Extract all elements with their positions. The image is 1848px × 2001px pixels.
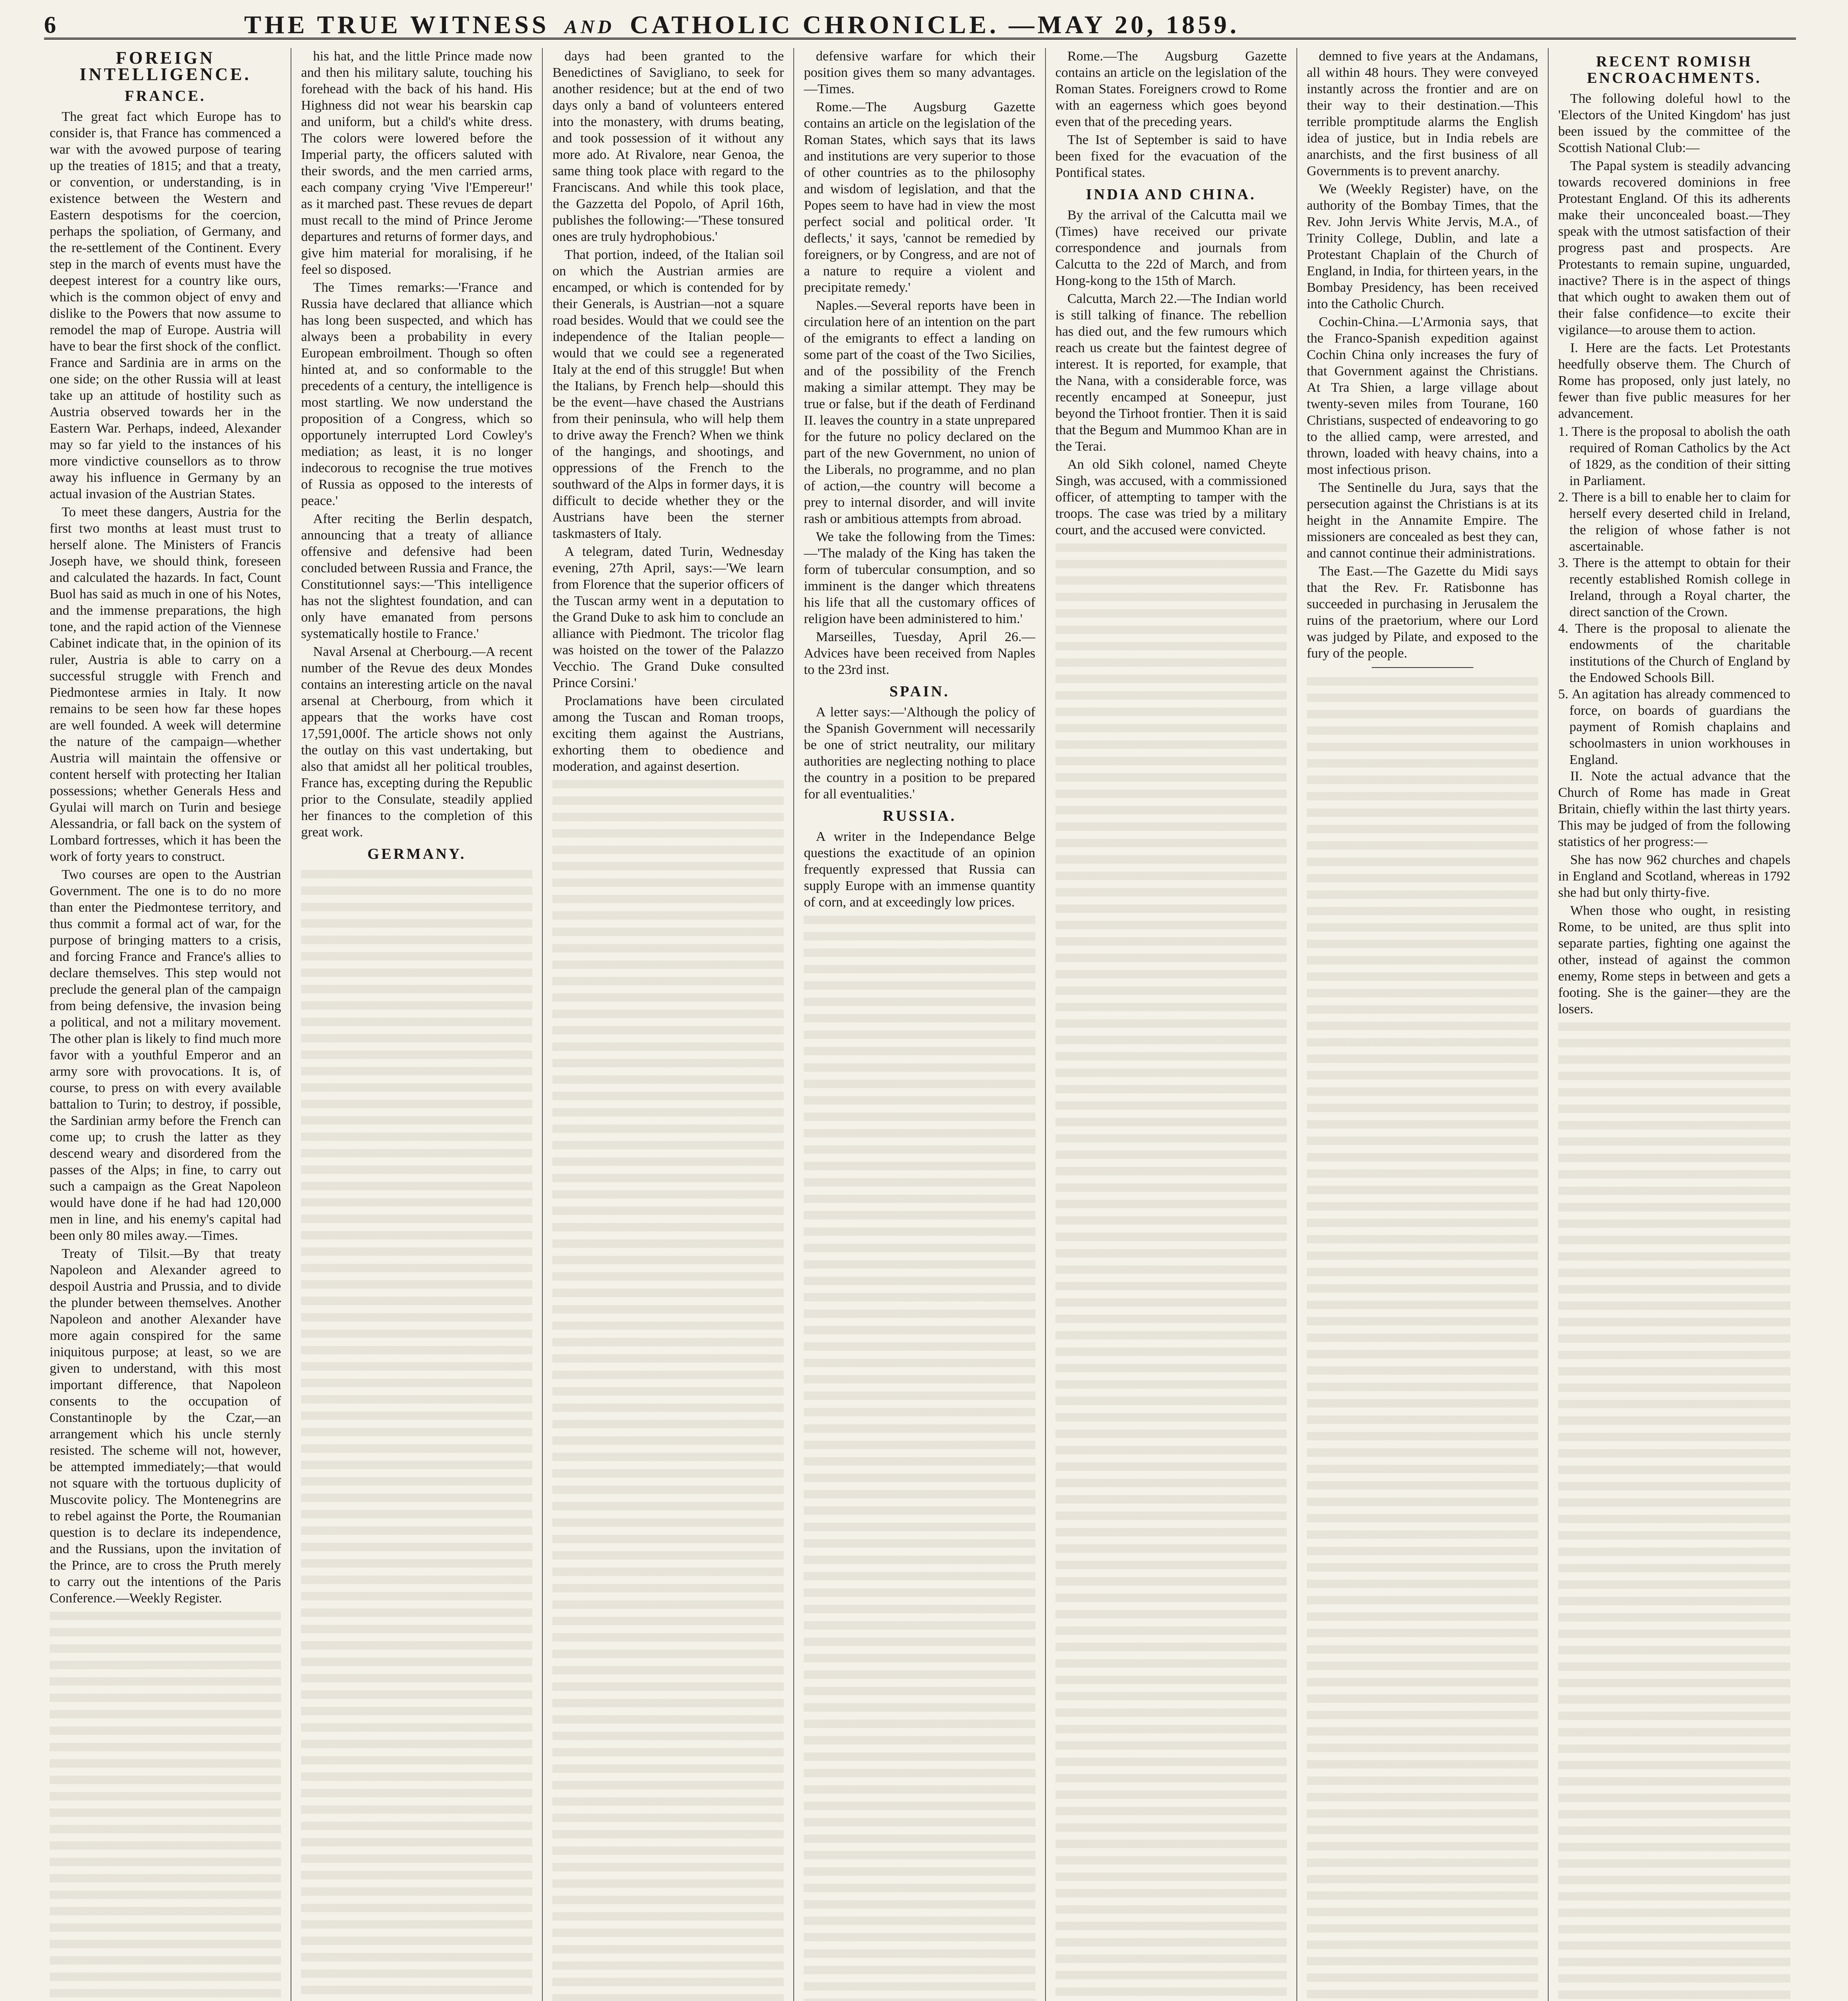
article-paragraph: The following doleful howl to the 'Electors of the United Kingdom' has just been issued by the committee of the Scottish National Club:— xyxy=(1558,91,1790,155)
text-continuation xyxy=(552,776,784,2001)
column-7 xyxy=(1549,48,1800,2001)
issue-date: —MAY 20, 1859. xyxy=(1009,10,1240,39)
text-continuation xyxy=(1558,1019,1790,2001)
divider xyxy=(1372,667,1473,668)
column-3 xyxy=(543,48,794,2001)
section-title-india-china: INDIA AND CHINA. xyxy=(1086,186,1256,203)
article-paragraph: A telegram, dated Turin, Wednesday evening, 27th April, says:—'We learn from Florence that the superior officers of the Tuscan army went in a deputation to the Grand Duke to ask him to conclude an alliance with Piedmont. The tricolor flag was hoisted on the tower of the Palazzo Vecchio. The Grand Duke consulted Prince Corsini.' xyxy=(552,544,784,690)
measures-list xyxy=(1558,423,1790,768)
article-paragraph: The Ist of September is said to have been fixed for the evacuation of the Pontifical states. xyxy=(1055,132,1287,180)
text-continuation xyxy=(50,1608,281,2001)
article-paragraph: Naval Arsenal at Cherbourg.—A recent number of the Revue des deux Mondes contains an interesting article on the naval arsenal at Cherbourg, from which it appears that the works have cost 17,591,000f. The article shows not only the outlay on this vast undertaking, but also that amidst all her political troubles, France has, excepting during the Republic prior to the Consulate, steadily applied her finances to the completion of this great work. xyxy=(301,644,533,840)
title-right: CATHOLIC CHRONICLE. xyxy=(630,10,999,39)
article-paragraph: The Papal system is steadily advancing towards recovered dominions in free Protestant England. Of this its adherents make their unconcealed boast.—They speak with the utmost satisfaction of their progress past and prospects. Are Protestants to remain supine, unguarded, inactive? There is in the aspect of things that which ought to awaken them out of their false confidence—to excite their vigilance—to arouse them to action. xyxy=(1558,158,1790,337)
article-paragraph: We (Weekly Register) have, on the authority of the Bombay Times, that the Rev. John Jervis White Jervis, M.A., of Trinity College, Dublin, and late a Protestant Chaplain of the Church of England, in India, for thirteen years, in the Bombay Presidency, has been received into the Catholic Church. xyxy=(1306,182,1538,311)
article-paragraph: A letter says:—'Although the policy of the Spanish Government will necessarily be one of strict neutrality, our military authorities are neglecting nothing to place the country in a position to be prepared for all eventualities.' xyxy=(804,705,1035,802)
article-paragraph: II. Note the actual advance that the Church of Rome has made in Great Britain, chiefly within the last thirty years. This may be judged of from the following statistics of her progress:— xyxy=(1558,769,1790,849)
running-head xyxy=(244,10,1240,40)
article-paragraph: I. Here are the facts. Let Protestants heedfully observe them. The Church of Rome has proposed, only just lately, no fewer than five public measures for her advancement. xyxy=(1558,341,1790,421)
section-title-germany: GERMANY. xyxy=(367,846,466,862)
section-title-romish: RECENT ROMISH ENCROACHMENTS. xyxy=(1587,53,1762,86)
article-paragraph: demned to five years at the Andamans, all within 48 hours. They were conveyed instantly across the frontier and are on their way to their destination.—This terrible promptitude alarms the English idea of justice, but in India rebels are anarchists, and the first business of all Governments is to prevent anarchy. xyxy=(1306,49,1538,178)
article-paragraph: To meet these dangers, Austria for the first two months at least must trust to herself alone. The Ministers of Francis Joseph have, we should think, foreseen and calculated the hazards. In fact, Count Buol has said as much in one of his Notes, and the immense preparations, the high tone, and the rapid action of the Viennese Cabinet indicate that, in the opinion of its ruler, Austria is able to carry on a successful struggle with French and Piedmontese armies in Italy. It now remains to be seen how far these hopes are well founded. A week will determine the nature of the campaign—whether Austria will maintain the offensive or content herself with protecting her Italian possessions; whether Generals Hess and Gyulai will march on Turin and besiege Alessandria, or fall back on the system of Lombard fortresses, which it has been the work of forty years to construct. xyxy=(50,505,281,864)
article-paragraph: She has now 962 churches and chapels in England and Scotland, whereas in 1792 she had but only thirty-five. xyxy=(1558,852,1790,900)
column-5 xyxy=(1046,48,1297,2001)
list-item: 5. An agitation has already commenced to force, on boards of guardians the payment of Romish chaplains and schoolmasters in union workhouses in England. xyxy=(1558,687,1790,767)
text-continuation xyxy=(301,866,532,2001)
section-title-france: FRANCE. xyxy=(124,88,206,104)
text-continuation xyxy=(804,912,1035,2001)
title-left: THE TRUE WITNESS xyxy=(244,10,550,39)
article-paragraph: Treaty of Tilsit.—By that treaty Napoleon and Alexander agreed to despoil Austria and Prussia, and to divide the plunder between themselves. Another Napoleon and another Alexander have more again conspired for the same iniquitous purpose; at least, so we are given to understand, with this most important difference, that Napoleon consents to the occupation of Constantinople by the Czar,—an arrangement which his uncle sternly resisted. The scheme will not, however, be attempted immediately;—that would not square with the tortuous duplicity of Muscovite policy. The Montenegrins are to rebel against the Porte, the Roumanian question is to declare its independence, and the Russians, upon the invitation of the Prince, are to cross the Pruth merely to carry out the intentions of the Paris Conference.—Weekly Register. xyxy=(50,1246,281,1606)
article-paragraph: defensive warfare for which their position gives them so many advantages.—Times. xyxy=(804,49,1035,96)
text-continuation xyxy=(1055,540,1287,2001)
list-item: 3. There is the attempt to obtain for their recently established Romish college in Ireland, through a Royal charter, the direct sanction of the Crown. xyxy=(1558,555,1790,620)
article-paragraph: Proclamations have been circulated among the Tuscan and Roman troops, exciting them against the Austrians, exhorting them to obedience and moderation, and against desertion. xyxy=(552,694,784,774)
column-2 xyxy=(291,48,543,2001)
text-continuation xyxy=(1307,674,1538,2001)
article-paragraph: Naples.—Several reports have been in circulation here of an intention on the part of the emigrants to effect a landing on some part of the coast of the Two Sicilies, and of the possibility of the French making a similar attempt. They may be true or false, but if the death of Ferdinand II. leaves the country in a state unprepared for the future no policy declared on the part of the new Government, no union of the Liberals, no programme, and no plan of action,—the country will become a prey to internal disorder, and will invite rash or ambitious attempts from abroad. xyxy=(804,298,1035,526)
section-title-spain: SPAIN. xyxy=(889,683,950,700)
article-paragraph: The East.—The Gazette du Midi says that the Rev. Fr. Ratisbonne has succeeded in purchasing in Jerusalem the ruins of the praetorium, where our Lord was judged by Pilate, and exposed to the fury of the people. xyxy=(1306,564,1538,661)
article-paragraph: Two courses are open to the Austrian Government. The one is to do no more than enter the Piedmontese territory, and thus commit a formal act of war, for the purpose of bringing matters to a crisis, and forcing France and France's allies to declare themselves. This step would not preclude the general plan of the campaign from being defensive, the invasion being a political, and not a military movement. The other plan is likely to find much more favor with a youthful Emperor and an army sore with provocations. It is, of course, to press on with every available battalion to Turin; to destroy, if possible, the Sardinian army before the French can come up; to crush the latter as they descend weary and disordered from the passes of the Alps; in fine, to carry out such a campaign as the Great Napoleon would have done if he had had 120,000 men in line, and his enemy's capital had been only 80 miles away.—Times. xyxy=(50,867,281,1243)
article-paragraph: Rome.—The Augsburg Gazette contains an article on the legislation of the Roman States. Foreigners crowd to Rome with an eagerness which goes beyond even that of the preceding years. xyxy=(1055,49,1287,129)
column-4 xyxy=(794,48,1045,2001)
page-number: 6 xyxy=(44,11,56,38)
title-and: AND xyxy=(564,16,615,38)
article-paragraph: That portion, indeed, of the Italian soil on which the Austrian armies are encamped, or which is contended for by their Generals, is Austrian—not a square road besides. Would that we could see the independence of the Italian people—would that we could see a regenerated Italy at the end of this struggle! But when the Italians, by French help—should this be the event—have chased the Austrians from their peninsula, who will help them to drive away the French? When we think of the hangings, and shootings, and oppressions of the French to the southward of the Alps in former days, it is difficult to decide whether they or the Austrians have been the sterner taskmasters of Italy. xyxy=(552,247,784,541)
columns xyxy=(40,48,1800,2001)
column-1 xyxy=(40,48,291,2001)
article-paragraph: When those who ought, in resisting Rome, to be united, are thus split into separate parties, fighting one against the other, instead of against the common enemy, Rome steps in between and gets a footing. She is the gainer—they are the losers. xyxy=(1558,903,1790,1017)
article-paragraph: The Sentinelle du Jura, says that the persecution against the Christians is at its height in the Annamite Empire. The missioners are concealed as best they can, and cannot continue their administrations. xyxy=(1306,480,1538,561)
list-item: 2. There is a bill to enable her to claim for herself every deserted child in Ireland, the religion of whose father is not ascertainable. xyxy=(1558,490,1790,554)
article-paragraph: By the arrival of the Calcutta mail we (Times) have received our private correspondence and journals from Calcutta to the 22d of March, and from Hong-kong to the 15th of March. xyxy=(1055,208,1287,288)
list-item: 4. There is the proposal to alienate the endowments of the charitable institutions of the Church of England by the Endowed Schools Bill. xyxy=(1558,621,1790,685)
article-paragraph: The Times remarks:—'France and Russia have declared that alliance which has long been suspected, and which has always been a probability in every European embroilment. Though so often hinted at, and so conformable to the precedents of a century, the intelligence is most startling. We now understand the proposition of a Congress, which so opportunely interrupted Lord Cowley's mediation; as least, it is no longer indecorous to recognise the true motives of Russia as opposed to the interests of peace.' xyxy=(301,280,533,508)
article-paragraph: After reciting the Berlin despatch, announcing that a treaty of alliance offensive and defensive had been concluded between Russia and France, the Constitutionnel says:—'This intelligence has not the slightest foundation, and can only have emanated from persons systematically hostile to France.' xyxy=(301,511,533,641)
article-paragraph: Cochin-China.—L'Armonia says, that the Franco-Spanish expedition against Cochin China only increases the fury of that Government against the Christians. At Tra Shien, a large village about twenty-seven miles from Tourane, 160 Christians, suspected of endeavoring to go to the allied camp, were arrested, and thrown, loaded with heavy chains, into a most infectious prison. xyxy=(1306,315,1538,477)
article-paragraph: The great fact which Europe has to consider is, that France has commenced a war with the avowed purpose of tearing up the treaties of 1815; and that a treaty, or convention, or understanding, is in existence between the Western and Eastern despotisms for the coercion, perhaps the spoliation, of Germany, and the re-settlement of the Continent. Every step in the march of events must have the deepest interest for a country like ours, which is the common object of envy and dislike to the Powers that now assume to remodel the map of Europe. Austria will have to bear the first shock of the conflict. France and Sardinia are in arms on the one side; on the other Russia will at least take up an attitude of hostility such as Austria observed towards her in the Eastern War. Perhaps, indeed, Alexander may so far yield to the instances of his more vindictive counsellors as to throw away his influence in Germany by an actual invasion of the Austrian States. xyxy=(50,109,281,501)
article-paragraph: We take the following from the Times:—'The malady of the King has taken the form of tubercular consumption, and so imminent is the danger which threatens his life that all the customary offices of religion have been administered to him.' xyxy=(804,529,1035,626)
section-title-russia: RUSSIA. xyxy=(883,808,957,824)
article-paragraph: Marseilles, Tuesday, April 26.—Advices have been received from Naples to the 23rd inst. xyxy=(804,630,1035,677)
article-paragraph: days had been granted to the Benedictines of Savigliano, to seek for another residence; but at the end of two days only a band of volunteers entered into the monastery, with drums beating, and took possession of it without any more ado. At Rivalore, near Genoa, the same thing took place with regard to the Franciscans. And while this took place, the Gazzetta del Popolo, of April 16th, publishes the following:—'These tonsured ones are truly hydrophobious.' xyxy=(552,49,784,244)
masthead xyxy=(44,12,1796,40)
article-paragraph: his hat, and the little Prince made now and then his military salute, touching his forehead with the back of his hand. His Highness did not wear his bearskin cap and uniform, but a child's white dress. The colors were lowered before the Imperial party, the officers saluted with their swords, and the men carried arms, each company crying 'Vive l'Empereur!' as it marched past. These revues de depart must recall to the mind of Prince Jerome departures and returns of former days, and give him material for moralising, if he feel so disposed. xyxy=(301,49,533,277)
article-paragraph: A writer in the Independance Belge questions the exactitude of an opinion frequently expressed that Russia can supply Europe with an immense quantity of corn, and at exceedingly low prices. xyxy=(804,829,1035,910)
article-paragraph: Rome.—The Augsburg Gazette contains an article on the legislation of the Roman States, which says that its laws and institutions are very superior to those of other countries as to the philosophy and wisdom of legislation, and that the Popes seem to have had in view the most perfect social and political order. 'It deflects,' it says, 'cannot be remedied by foreigners, or by Congress, and are not of a nature to require a violent and precipitate remedy.' xyxy=(804,100,1035,295)
column-6 xyxy=(1297,48,1549,2001)
article-paragraph: An old Sikh colonel, named Cheyte Singh, was accused, with a commissioned officer, of attempting to tamper with the troops. The case was tried by a military court, and the accused were convicted. xyxy=(1055,457,1287,537)
list-item: 1. There is the proposal to abolish the oath required of Roman Catholics by the Act of 1829, as the condition of their sitting in Parliament. xyxy=(1558,424,1790,488)
section-title-foreign: FOREIGN INTELLIGENCE. xyxy=(79,48,251,84)
article-paragraph: Calcutta, March 22.—The Indian world is still talking of finance. The rebellion has died out, and the few rumours which reach us create but the faintest degree of interest. It is reported, for example, that the Nana, with a considerable force, was recently encamped at Soneepur, just beyond the Tirhoot frontier. Then it is said that the Begum and Mummoo Khan are in the Terai. xyxy=(1055,291,1287,454)
